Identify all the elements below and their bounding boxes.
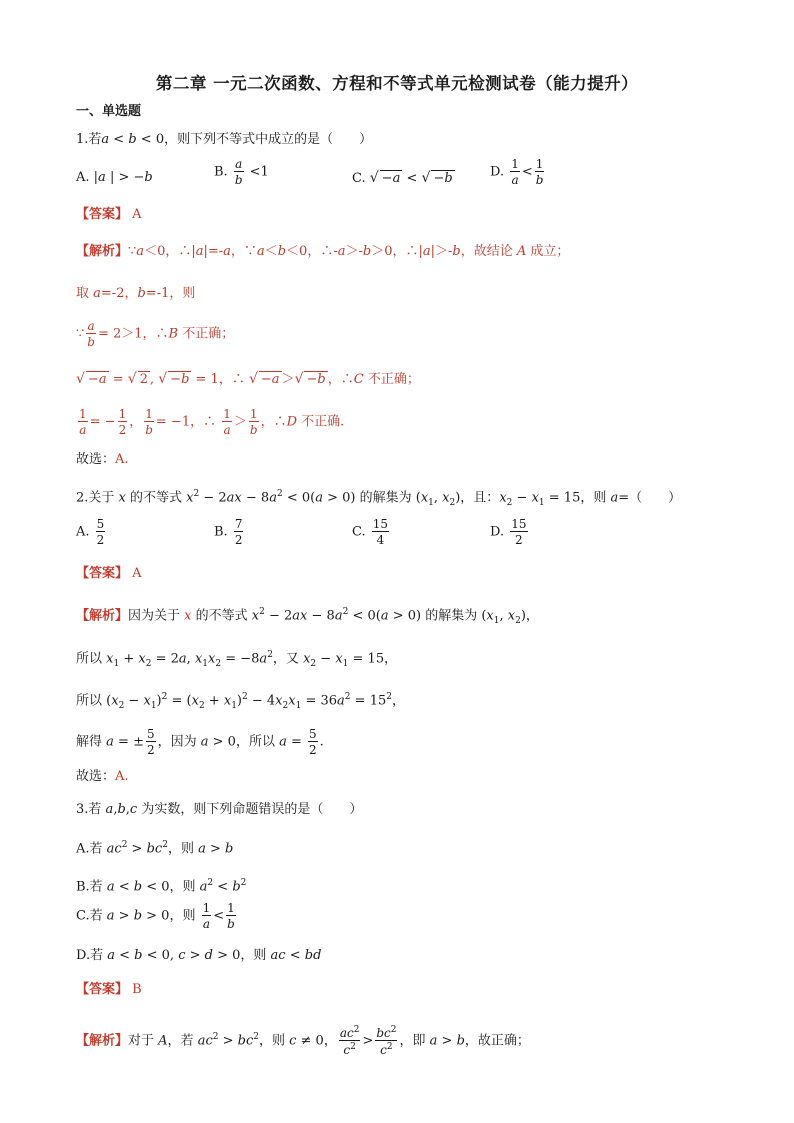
section-heading: 一、单选题 — [76, 104, 142, 119]
q3-option-a: A.若 $ac^2 > bc^2$，则 a > b — [76, 840, 234, 857]
q1-option-c: C. √ −a < √ −b — [352, 170, 453, 186]
q1-option-a: A. |a | > −b — [76, 170, 153, 185]
q2-answer: 【答案】 A — [76, 566, 142, 581]
q1-analysis-line-4: √ −a = √ 2 , √ −b = 1，∴ √ −a ＞√ −b ，∴C 不正确； — [76, 371, 420, 387]
q2-option-a: A. $\frac{5}{2}$ — [76, 517, 105, 547]
q2-analysis-line-4: 解得 a = ± $\frac{5}{2}$ ，因为 a > 0，所以 a = $\frac{5}{2}$ . — [76, 727, 324, 757]
q1-option-d: D. $\frac{1}{a}$ < $\frac{1}{b}$ — [490, 157, 544, 187]
q2-analysis-line-3: 所以 $(x_2 - x_1)^2 = (x_2 + x_1)^2 - 4x_2x_1 = 36a^2 = 15^2$， — [76, 692, 405, 711]
q1-analysis-line-5: $\frac{1}{a}$ = − $\frac{1}{2}$ ， $\frac{1}{b}$ = −1，∴ $\frac{1}{a}$ ＞ $\frac{1}{b}$ ，∴D 不正确. — [79, 407, 345, 437]
q1-option-b: B. $\frac{a}{b}$ <1 — [214, 157, 269, 187]
q2-analysis-line-2: 所以 $x_1 + x_2 = 2a$, $x_1x_2 = -8a^2$，又 $x_2 - x_1 = 15$， — [76, 650, 398, 669]
q1-analysis-line-6: 故选：A. — [76, 452, 129, 467]
q2-option-d: D. $\frac{15}{2}$ — [490, 517, 527, 547]
q3-answer: 【答案】 B — [76, 982, 142, 997]
q2-option-c: C. $\frac{15}{4}$ — [352, 517, 389, 547]
q1-answer: 【答案】 A — [76, 207, 142, 222]
q1-analysis-line-2: 取 a=-2，b=-1，则 — [76, 286, 196, 301]
q2-analysis-line-5: 故选：A. — [76, 769, 129, 784]
q3-analysis-line-1: 【解析】对于 A，若 $ac^2 > bc^2$，则 c ≠ 0， $\frac{ac^2}{c^2}$ > $\frac{bc^2}{c^2}$ ，即 a > b，故正确； — [76, 1025, 530, 1057]
q3-option-c: C.若 a > b > 0，则 $\frac{1}{a}$ < $\frac{1}{b}$ — [76, 901, 235, 931]
q3-option-d: D.若 a < b < 0, c > d > 0，则 ac < bd — [76, 948, 322, 963]
q1-analysis-line-3: ∵ $\frac{a}{b}$ = 2＞1，∴B 不正确； — [76, 319, 235, 349]
question-3-stem: 3.若 a,b,c 为实数，则下列命题错误的是（ ） — [76, 802, 363, 817]
q3-option-b: B.若 a < b < 0，则 $a^2 < b^2$ — [76, 878, 247, 895]
q1-analysis-line-1: 【解析】∵a＜0，∴|a|=-a，∵a＜b＜0，∴-a＞-b＞0，∴|a|＞-b，故结论 A 成立； — [76, 244, 570, 259]
question-2-stem: 2.关于 x 的不等式 $x^2 - 2ax - 8a^2 < 0(a > 0)$ 的解集为 ($x_1$, $x_2$)，且：$x_2 - x_1 = 15$，则 a=（ ） — [76, 489, 682, 508]
q2-option-b: B. $\frac{7}{2}$ — [214, 517, 243, 547]
page-title: 第二章 一元二次函数、方程和不等式单元检测试卷（能力提升） — [155, 74, 639, 93]
question-1-stem: 1.若a < b < 0，则下列不等式中成立的是（ ） — [76, 132, 373, 147]
q2-analysis-line-1: 【解析】因为关于 x 的不等式 $x^2 - 2ax - 8a^2 < 0(a > 0)$ 的解集为 ($x_1$, $x_2$)， — [76, 607, 539, 626]
